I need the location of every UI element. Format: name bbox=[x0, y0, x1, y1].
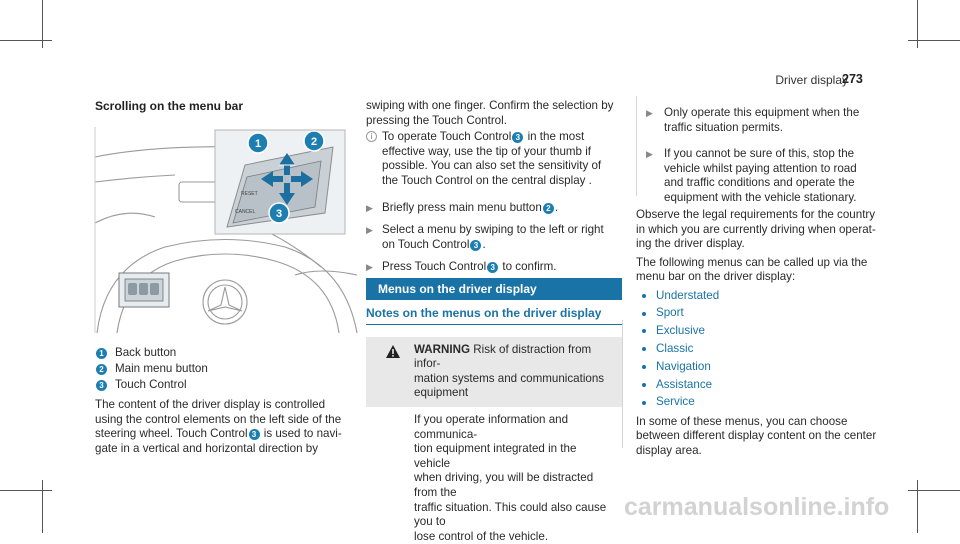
section-heading: Scrolling on the menu bar bbox=[95, 99, 244, 113]
steering-wheel-illustration bbox=[95, 127, 357, 333]
menu-link[interactable]: Assistance bbox=[656, 377, 713, 391]
legend-item bbox=[95, 345, 357, 361]
step-side-rule bbox=[636, 96, 637, 196]
step-arrow-icon: ▶ bbox=[366, 262, 373, 273]
step-item: ▶ Briefly press main menu button 2 . bbox=[366, 200, 559, 214]
legend-label: Main menu button bbox=[115, 361, 208, 375]
info-icon: i bbox=[366, 131, 377, 142]
reset-label: RESET bbox=[241, 191, 258, 197]
svg-text:1: 1 bbox=[254, 138, 262, 150]
bullet-icon bbox=[642, 365, 646, 369]
menus-section bbox=[366, 278, 622, 544]
steering-wheel-figure bbox=[95, 127, 357, 333]
figure-legend bbox=[95, 345, 357, 456]
header-section: Driver display bbox=[775, 73, 848, 87]
closing-paragraph: In some of these menus, you can choose between different display content on the center display area. bbox=[636, 414, 877, 457]
menu-list bbox=[636, 287, 886, 412]
step-arrow-icon: ▶ bbox=[366, 225, 373, 236]
inline-badge: 3 bbox=[487, 262, 498, 273]
step-arrow-icon: ▶ bbox=[646, 108, 653, 118]
step-item: ▶ Press Touch Control 3 to confirm. bbox=[366, 260, 557, 274]
column-left bbox=[95, 99, 357, 114]
menu-link[interactable]: Navigation bbox=[656, 359, 711, 373]
list-item bbox=[636, 323, 886, 341]
list-item bbox=[636, 358, 886, 376]
inline-badge: 3 bbox=[470, 240, 481, 251]
step-item: ▶ Select a menu by swiping to the left or right on Touch Control 3 . bbox=[366, 223, 604, 251]
legend-badge: 1 bbox=[96, 348, 107, 359]
crop-mark bbox=[908, 490, 960, 491]
warning-box: WARNING Risk of distraction from infor- mation systems and communications equipment bbox=[366, 337, 622, 407]
warning-side-rule bbox=[622, 320, 623, 448]
crop-mark bbox=[917, 0, 918, 48]
menu-link[interactable]: Classic bbox=[656, 341, 694, 355]
inline-badge: 3 bbox=[512, 132, 523, 143]
legend-label: Touch Control bbox=[115, 377, 187, 391]
menu-link[interactable]: Exclusive bbox=[656, 324, 705, 338]
bullet-icon bbox=[642, 294, 646, 298]
crop-mark bbox=[42, 0, 43, 48]
tip-block: i To operate Touch Control 3 in the most effective way, use the tip of your thumb if possible. You can also set the sensitivity of the Touch Control on the central display . bbox=[366, 130, 622, 188]
list-item bbox=[636, 376, 886, 394]
svg-text:2: 2 bbox=[310, 136, 318, 148]
svg-text:3: 3 bbox=[275, 208, 283, 220]
list-item bbox=[636, 305, 886, 323]
step-item: ▶ If you cannot be sure of this, stop the vehicle whilst paying attention to road and traffic conditions and operate the equipment with the vehicle stationary. bbox=[646, 147, 857, 204]
section-bar: Menus on the driver display bbox=[366, 278, 622, 300]
legend-item bbox=[95, 377, 357, 393]
step-arrow-icon: ▶ bbox=[646, 149, 653, 160]
bullet-icon bbox=[642, 347, 646, 351]
warning-icon bbox=[386, 345, 400, 358]
inline-badge: 2 bbox=[543, 203, 554, 214]
notes-title: Notes on the menus on the driver display bbox=[366, 306, 622, 325]
menu-link[interactable]: Service bbox=[656, 395, 695, 409]
legend-label: Back button bbox=[115, 345, 177, 359]
legend-badge: 2 bbox=[96, 364, 107, 375]
list-item bbox=[636, 394, 886, 412]
page-number: 273 bbox=[842, 72, 863, 86]
step-arrow-icon: ▶ bbox=[366, 202, 373, 213]
list-item bbox=[636, 287, 886, 305]
crop-mark bbox=[917, 480, 918, 533]
bullet-icon bbox=[642, 312, 646, 316]
warning-body: If you operate information and communica- tion equipment integrated in the vehicle when driving, you will be distracted from the traffic situation. This could also cause you to lose control of the vehicle. bbox=[414, 412, 607, 543]
watermark: carmanualsonline.info bbox=[624, 493, 890, 521]
bullet-icon bbox=[642, 401, 646, 405]
crop-mark bbox=[0, 40, 52, 41]
step-item: ▶ Only operate this equipment when the traffic situation permits. bbox=[646, 106, 860, 134]
inline-badge: 3 bbox=[249, 429, 260, 440]
crop-mark bbox=[0, 490, 52, 491]
column-middle: swiping with one finger. Confirm the selection by pressing the Touch Control. i To operate Touch Control 3 in the most effective way, use the tip of your thumb if possible. You can also set the sensitivity of the Touch Control on the central display . ▶ Briefly press main menu button 2 . ▶ Select a menu by swiping to the left or right on Touch Control 3 . ▶ Press Touch Control 3 to confirm. bbox=[366, 99, 622, 283]
legend-item bbox=[95, 361, 357, 377]
list-item bbox=[636, 340, 886, 358]
crop-mark bbox=[42, 480, 43, 533]
legend-badge: 3 bbox=[96, 380, 107, 391]
bullet-icon bbox=[642, 329, 646, 333]
menu-link[interactable]: Understated bbox=[656, 288, 720, 302]
bullet-icon bbox=[642, 383, 646, 387]
warning-label: WARNING bbox=[414, 342, 471, 356]
cancel-label: CANCEL bbox=[235, 209, 256, 215]
observe-section: Observe the legal requirements for the country in which you are currently driving when operat- ing the driver display. The following menus can be called up via the menu bar on the driver display: Understated Sport Exclusive Classic Navigation Assistance Service In some of these menus, you can choose between different display content on the center display area. bbox=[636, 208, 886, 458]
menu-link[interactable]: Sport bbox=[656, 306, 684, 320]
intro-paragraph: The content of the driver display is controlled using the control elements on the left side of the steering wheel. Touch Control 3 is used to navi- gate in a vertical and horizontal direction by bbox=[95, 398, 342, 455]
column-right bbox=[636, 106, 886, 214]
crop-mark bbox=[908, 40, 960, 41]
